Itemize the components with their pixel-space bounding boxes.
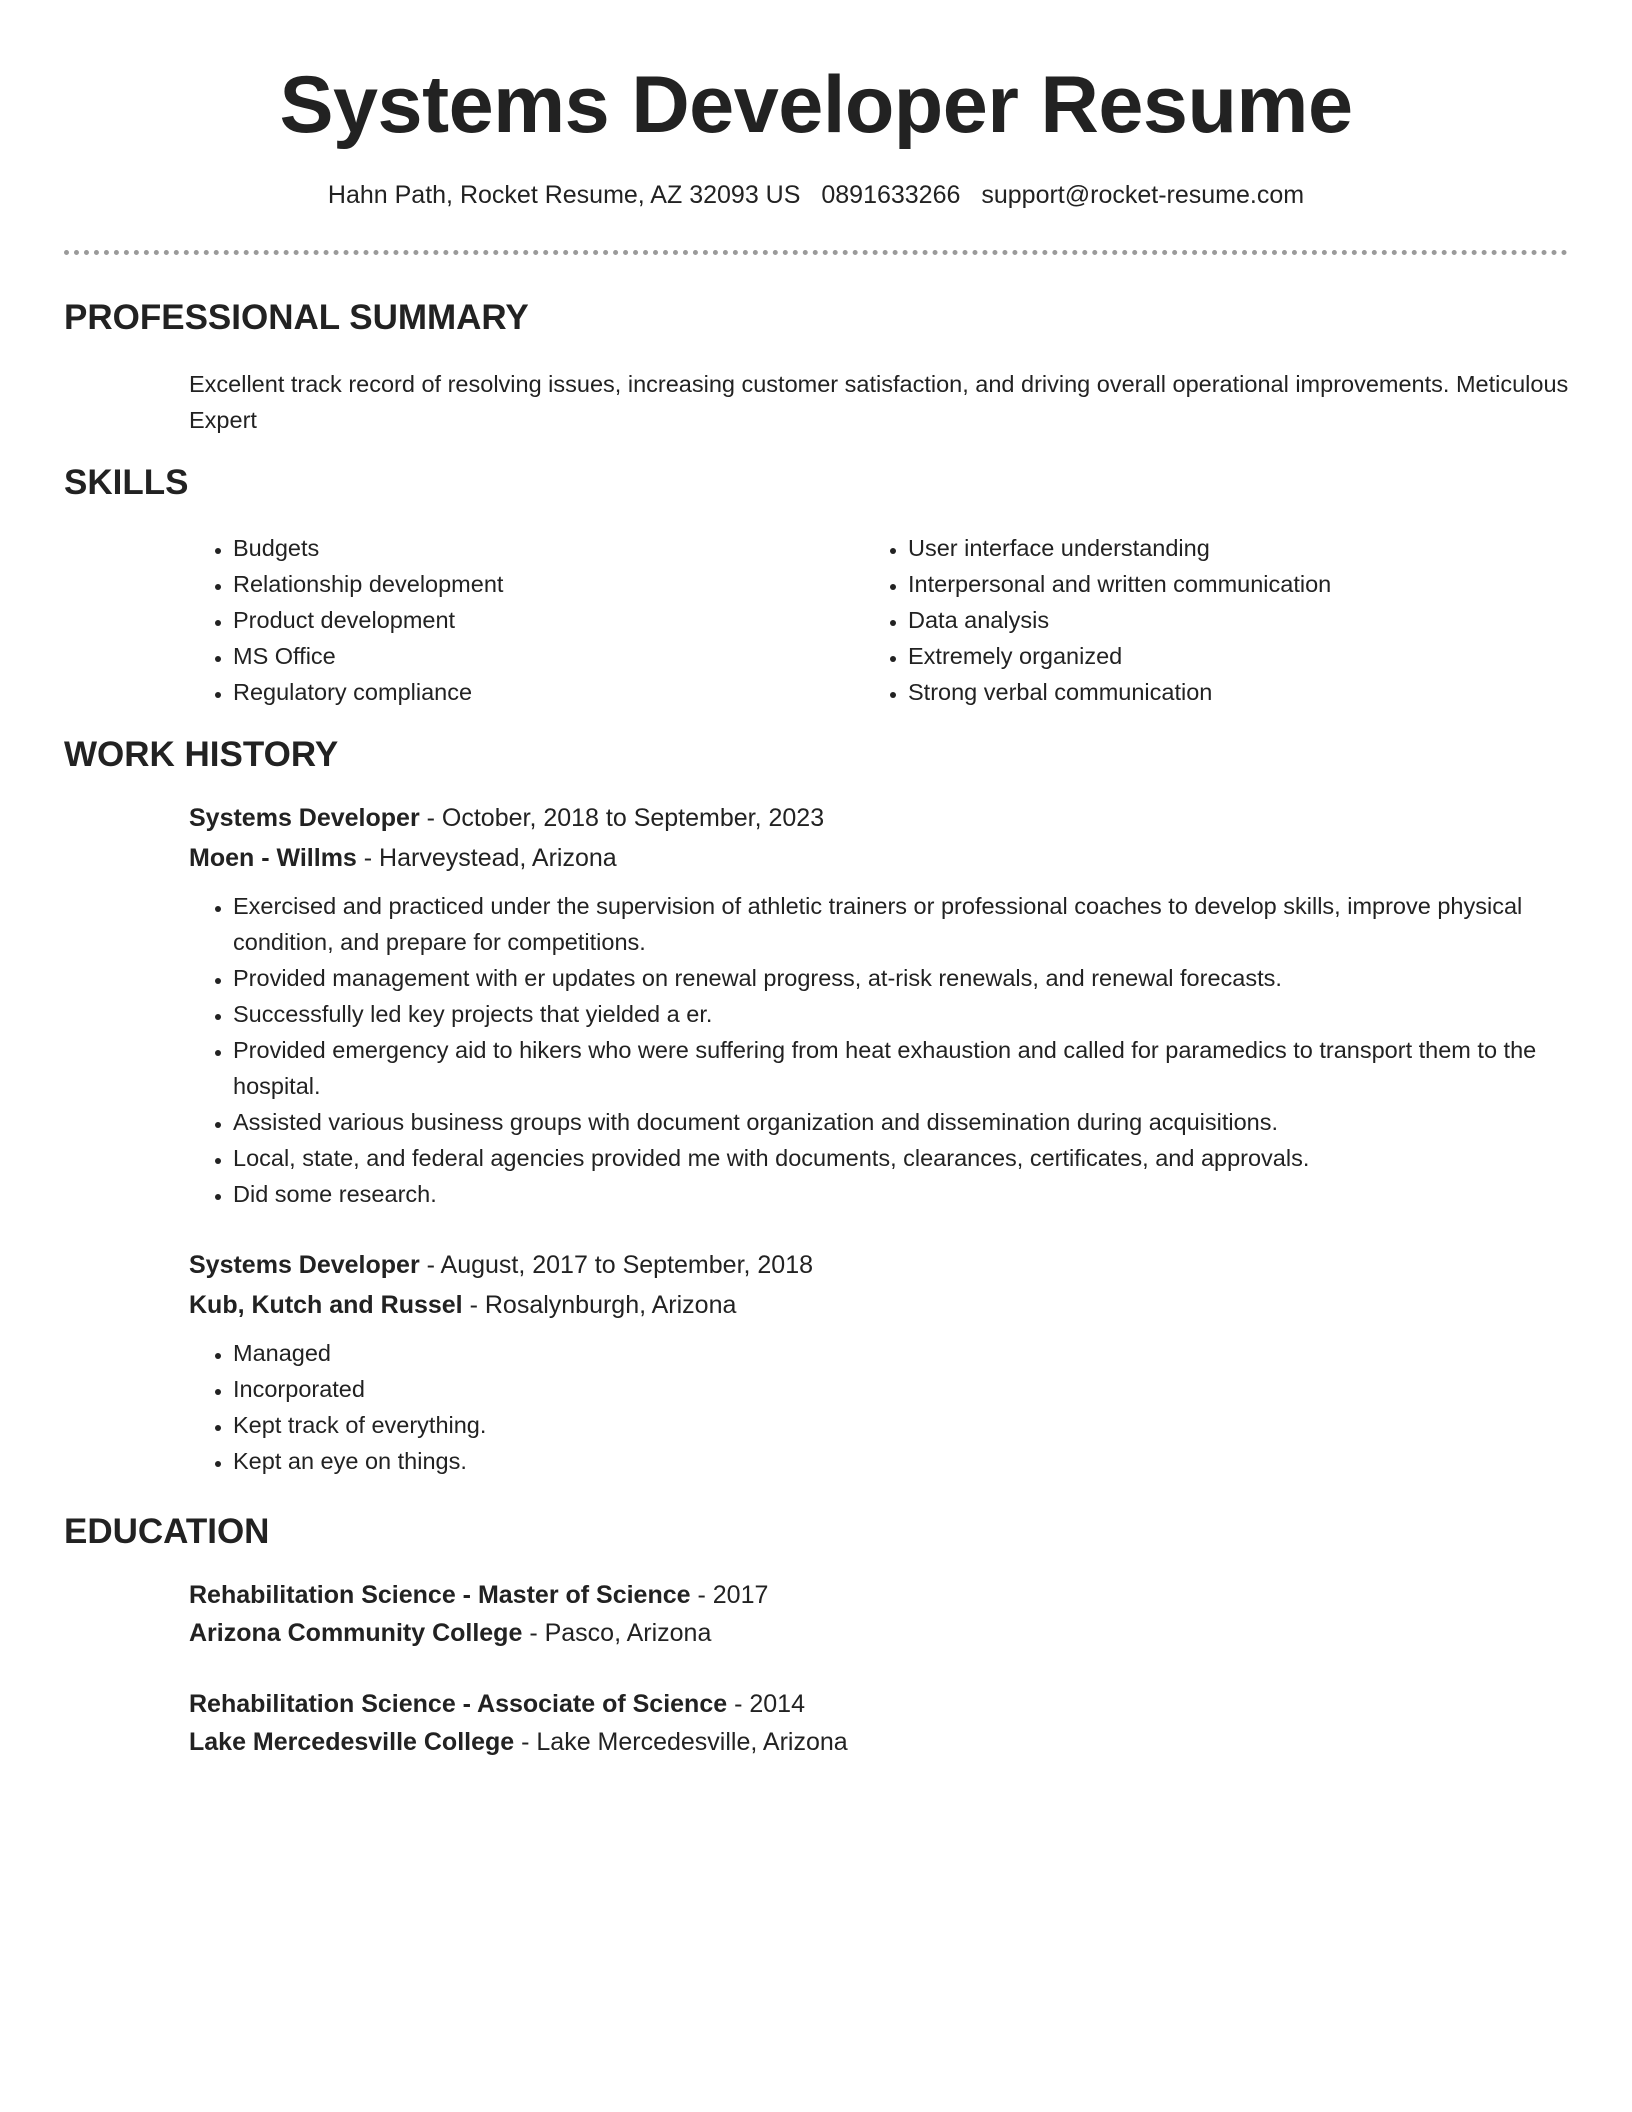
duty-item: • Local, state, and federal agencies provided me with documents, clearances, certificates, and approvals. [233,1140,1569,1176]
skill-item: • User interface understanding [908,530,1504,566]
skills-column-left [189,530,829,710]
skill-item: • Strong verbal communication [908,674,1504,710]
job-company: Kub, Kutch and Russel [189,1291,463,1319]
job-role: Systems Developer [189,804,420,832]
education-entry [189,1576,1569,1652]
skill-item: • Regulatory compliance [233,674,829,710]
skill-item: • Extremely organized [908,638,1504,674]
education-degree: Rehabilitation Science - Associate of Science [189,1690,728,1718]
job-location: - Harveystead, Arizona [356,844,617,872]
contact-phone: 0891633266 [821,181,961,209]
job-title-line [189,798,1569,838]
duty-item: • Provided emergency aid to hikers who were suffering from heat exhaustion and called for paramedics to transport them to the hospital. [233,1032,1569,1104]
job-dates: - October, 2018 to September, 2023 [419,804,825,832]
education-school: Lake Mercedesville College [189,1728,515,1756]
summary-text: Excellent track record of resolving issues, increasing customer satisfaction, and driving overall operational improvements. Meticulous Expert [189,371,1569,433]
skill-item: • Interpersonal and written communication [908,566,1504,602]
skill-item: • Product development [233,602,829,638]
skill-item: • Relationship development [233,566,829,602]
education-degree-line [189,1685,1569,1723]
resume-header [64,50,1568,212]
duty-item: • Incorporated [233,1371,1569,1407]
education-year: - 2014 [727,1690,805,1718]
education-degree: Rehabilitation Science - Master of Science [189,1581,691,1609]
skills-column-right [864,530,1504,710]
skill-item: • Budgets [233,530,829,566]
job-company: Moen - Willms [189,844,357,872]
job-location: - Rosalynburgh, Arizona [462,1291,737,1319]
resume-title: Systems Developer Resume [279,60,1353,150]
contact-email: support@rocket-resume.com [981,181,1305,209]
job-title-line [189,1245,1569,1285]
skills-heading: SKILLS [64,463,189,502]
education-school-line [189,1614,1569,1652]
job-duties [189,888,1569,1212]
education-location: - Lake Mercedesville, Arizona [514,1728,848,1756]
duty-item: • Kept track of everything. [233,1407,1569,1443]
education-entry [189,1685,1569,1761]
job-duties [189,1335,1569,1479]
education-heading: EDUCATION [64,1512,270,1551]
skill-item: • MS Office [233,638,829,674]
duty-item: • Provided management with er updates on renewal progress, at-risk renewals, and renewal forecasts. [233,960,1569,996]
education-year: - 2017 [690,1581,769,1609]
duty-item: • Exercised and practiced under the supervision of athletic trainers or professional coaches to develop skills, improve physical condition, and prepare for competitions. [233,888,1569,960]
job-company-line [189,1285,1569,1325]
job-entry [189,1245,1569,1479]
skills-list-left [189,530,829,710]
duty-item: • Successfully led key projects that yielded a er. [233,996,1569,1032]
contact-line [64,178,1568,212]
summary-heading: PROFESSIONAL SUMMARY [64,298,529,337]
education-degree-line [189,1576,1569,1614]
work-history-heading: WORK HISTORY [64,735,339,774]
skills-list-right [864,530,1504,710]
duty-item: • Did some research. [233,1176,1569,1212]
header-divider [64,250,1568,255]
contact-address: Hahn Path, Rocket Resume, AZ 32093 US [327,181,801,209]
duty-item: • Managed [233,1335,1569,1371]
duty-item: • Assisted various business groups with document organization and dissemination during acquisitions. [233,1104,1569,1140]
job-role: Systems Developer [189,1251,420,1279]
education-location: - Pasco, Arizona [522,1619,712,1647]
education-school-line [189,1723,1569,1761]
job-entry [189,798,1569,1212]
job-dates: - August, 2017 to September, 2018 [419,1251,814,1279]
job-company-line [189,838,1569,878]
duty-item: • Kept an eye on things. [233,1443,1569,1479]
skill-item: • Data analysis [908,602,1504,638]
education-school: Arizona Community College [189,1619,523,1647]
